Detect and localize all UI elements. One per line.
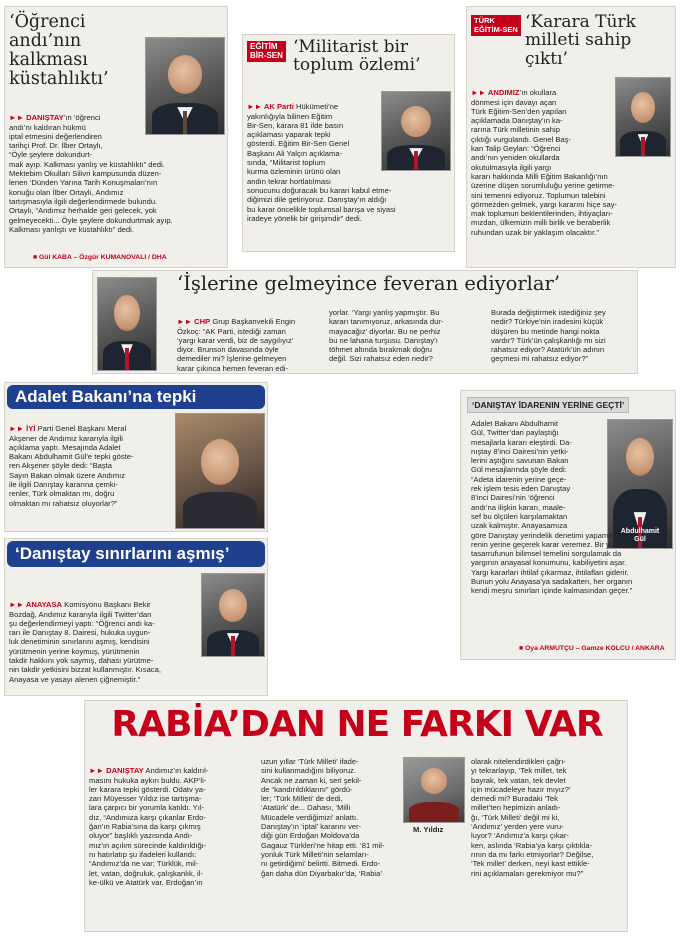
article-text-turk-egitim-sen: ►► ANDIMIZ’ın okullara dönmesi için davayı açan Türk Eğitim-Sen’den yapılan açıklamada Danıştay’ın ka- rarına Türk milletinin sahip çıktığı vurgulandı. Genel Baş- kan Talip Geylan: “Öğrenci andı’nın yeniden okullarda okutulmasıyla ilgili yargı kararı hakkında Milli Eğitim Bakanlığı’nın üzerine düşen sorumluluğu yerine getirme- sini temenni ediyoruz. Toplumun talebini görmezden gelmek, yargı kararını hiçe say- mak toplumun beklentilerinden, ihtiyaçları- mızdan, ülkemizin milli birlik ve beraberlik ruhundan uzak bir yaklaşım olacaktır.” bbox=[471, 88, 618, 237]
banner-danistay-sinirlari: ‘Danıştay sınırlarını aşmış’ bbox=[7, 541, 265, 567]
headline-karara-turk: ‘Karara Türk milleti sahip çıktı’ bbox=[525, 12, 636, 69]
article-col3-chp: Burada değiştirmek istediğiniz şey nedir? Türkiye’nin iradesini küçük düşüren bu metinde hangi nokta vardır? Türk’ün çalışkanlığı mı sizi rahatsız ediyor? Atatürk’ün adının geçmesi mi rahatsız ediyor?” bbox=[491, 308, 606, 364]
photo-caption-yildiz: M. Yıldız bbox=[413, 825, 444, 834]
article-text-ortayli: ►► DANIŞTAY’ın ‘öğrenci andı’nı kaldıran hükmü iptal etmesini değerlendiren tarihçi Prof. Dr. İlber Ortaylı, “Öyle şeylere dokundurt- mak ayıp. Kalkması yanlış ve küstahlıktı” dedi. Mektebim Okulları Silivri kampusunda düzen- lenen ‘Dünden Yarına Tarih Konuşmaları’nın konuğu olan İlber Ortaylı, Andımız tartışmasıyla ilgili değerlendirmede bulundu. Ortaylı, “Andımız herhalde geri gelecek, yok gelmeyecekti... Öyle şeylere dokundurtmak ayıp. Kalkması yanlıştı ve küstahlıktı” dedi. bbox=[9, 113, 173, 234]
article-col1-chp: ►► CHP Grup Başkanvekili Engin Özkoç: “AK Parti, istediği zaman ‘yargı karar verdi, biz de saygılıyız’ diyor. Brunson davasında öyle demediler mi? İşlerine gelmeyen karar çıkınca hemen feveran edi- bbox=[177, 317, 296, 373]
news-clip-turk-egitim-sen bbox=[466, 6, 676, 268]
news-clip-rabia bbox=[84, 700, 628, 932]
badge-danistay-idarenin: ‘DANIŞTAY İDARENIN YERİNE GEÇTİ’ bbox=[467, 397, 629, 413]
news-clip-chp-ozkoc bbox=[92, 270, 638, 374]
badge-egitim-bir-sen: EĞİTİM BİR-SEN bbox=[247, 41, 286, 62]
photo-meral-aksener bbox=[175, 413, 265, 529]
byline-armutcu-kolcu: ■ Oya ARMUTÇU – Gamze KOLCU / ANKARA bbox=[519, 645, 665, 652]
article-text-gul: Adalet Bakanı Abdulhamit Gül, Twitter’dan paylaştığı mesajlarla kararı eleştirdi. Da- nıştay 8’inci Dairesi’nin yetki- lerini aştığını savunan Bakan Gül mesajlarında şöyle dedi: “Adeta idarenin yerine geçe- rek işlem tesis eden Danıştay 8’inci Dairesi’nin ‘öğrenci andı’na ilişkin kararı, maale- sef bu ölçüleri karşılamaktan uzak kalmıştır. Anayasamıza göre Danıştay yerindelik denetimi yapamaz, ida- renin yerine geçerek karar veremez. Bir yürütme tasarrufunun bilimsel temelini sorgulamak da yargının anayasal konumunu, kabiliyetini aşar. Yargı kararları ihtilaf çıkarmaz, ihtilafları giderir. Bunun yolu Anayasa’ya sadakatten, her organın kendi meşru sınırları içinde kalmasından geçer.” bbox=[471, 419, 634, 596]
headline-ortayli: ‘Öğrenci andı’nın kalkması küstahlıktı’ bbox=[9, 12, 109, 89]
news-clip-aksener bbox=[4, 382, 268, 532]
article-text-egitim-bir-sen: ►► AK Parti Hükümeti’ne yakınlığıyla bilinen Eğitim Bir-Sen, karara 81 ilde basın açıklaması yaparak tepki gösterdi. Eğitim Bir-Sen Genel Başkanı Ali Yalçın açıklama- sında, “Militarist toplum kurma özleminin ürünü olan andın tekrar hortlatılması sonucunu doğuracak bu kararı kabul etme- diğimizi dile getiriyoruz. Danıştay’ın aldığı bu karar öncelikle toplumsal barışa ve siyasi iradeye yönelik bir girişimdir” dedi. bbox=[247, 102, 396, 223]
article-col1-rabia: ►► DANIŞTAY Andımız’ın kaldırıl- masını hukuka aykırı buldu. AKP’li- ler karara tepki gösterdi. Odatv ya- zarı Müyesser Yıldız ise tartışma- lara çarpıcı bir yorumla katıldı. Yıl- dız, “Andımıza karşı çıkanlar Erdo- ğan’ın Rabia’sına da karşı çıkmış oluyor” başlıklı yazısında Andı- mız’ın açılım sürecinde kaldırıldığı- nı hatırlatıp şu ifadeleri kullandı: “Andımız’da ne var; Türklük, mil- let, vatan, doğruluk, çalışkanlık, il- ke-ülkü ve Atatürk var. Erdoğan’ın bbox=[89, 766, 209, 887]
article-col3-rabia: olarak nitelendirdikleri çağrı- yı tekrarlayıp, ‘Tek millet, tek bayrak, tek vatan, tek devlet için mücadeleye hazır mıyız?’ demedi mi? Buradaki ‘Tek millet’ten hepimizin anladı- ğı, ‘Türk Milleti’ değil mi ki, ‘Andımız’ yerden yere vuru- luyor? ‘Andımız’a karşı çıkar- ken, aslında ‘Rabia’ya karşı çıktıkla- rının da mı farkı etmiyorlar? Değilse, ‘Tek millet’ derken, neyi kast ettikle- rini açıklamaları gerekmiyor mu?” bbox=[471, 757, 594, 878]
news-clip-bozdag bbox=[4, 538, 268, 696]
photo-muyesser-yildiz bbox=[403, 757, 465, 823]
news-clip-abdulhamit-gul bbox=[460, 390, 676, 660]
byline-ortayli: ■ Gül KABA – Özgür KUMANOVALI / DHA bbox=[33, 254, 167, 261]
article-col2-rabia: uzun yıllar ‘Türk Milleti’ ifade- sini kullanmadığını biliyoruz. Ancak ne zaman ki, seri şekil- de “kandırıldıklarını” gördü- ler; ‘Türk Milleti’ de dedi, ‘Atatürk’ de... Dahası, ‘Milli Mücadele verdiğimizi’ anlattı. Danıştay’ın ‘iptal’ kararını ver- diği gün Erdoğan Moldova’da Gagauz Türkleri’ne hitap etti. ‘81 mil- yonluk Türk Milleti’nin selamları- nı getirdiğimi’ belirtti. Bitmedi. Erdo- ğan daha dün Diyarbakır’da, ‘Rabia’ bbox=[261, 757, 385, 878]
article-col2-chp: yorlar. ‘Yargı yanlış yapmıştır. Bu kararı tanımıyoruz, arkasında dur- mayacağız’ diyorlar. Bu ne perhiz bu ne lahana turşusu. Danıştay’ı töhmet altında bırakmak doğru değil. Sizi rahatsız eden nedir? bbox=[329, 308, 444, 364]
headline-feveran: ‘İşlerine gelmeyince feveran ediyorlar’ bbox=[177, 272, 561, 295]
banner-adalet-bakani: Adalet Bakanı’na tepki bbox=[7, 385, 265, 409]
news-clip-egitim-bir-sen bbox=[242, 34, 455, 252]
headline-rabia: RABİA’DAN NE FARKI VAR bbox=[111, 704, 603, 745]
photo-engin-ozkoc bbox=[97, 277, 157, 371]
headline-militarist: ‘Militarist bir toplum özlemi’ bbox=[293, 37, 421, 76]
article-text-bozdag: ►► ANAYASA Komisyonu Başkanı Bekir Bozdağ, Andımız kararıyla ilgili Twitter’dan şu değerlendirmeyi yaptı: “Öğrenci andı ka- rarı ile Danıştay 8. Dairesi, hukuka uygun- luk denetiminin sınırlarını aşmış, kendisini yürütmenin yerine koymuş, yürütmenin takdir hakkını yok saymış, dahası yürütme- nin takdir yetkisini bizzat kullanmıştır. Kısaca, Anayasa ve yasayı alenen çiğnemiştir.” bbox=[9, 600, 161, 684]
article-text-aksener: ►► İYİ Parti Genel Başkanı Meral Akşener de Andımız kararıyla ilgili açıklama yaptı. Mesajında Adalet Bakanı Abdulhamit Gül’e tepki göste- ren Akşener şöyle dedi: “Başta Sayın Bakan olmak üzere Andımız ile ilgili Danıştay kararına çemki- renler, Türk olmaktan mı, doğru olmaktan mı rahatsız oluyorlar?” bbox=[9, 424, 134, 508]
news-clip-ortayli bbox=[4, 6, 228, 268]
photo-caption-gul: Abdulhamit Gül bbox=[620, 528, 660, 543]
badge-turk-egitim-sen: TÜRK EĞİTİM-SEN bbox=[471, 15, 521, 36]
